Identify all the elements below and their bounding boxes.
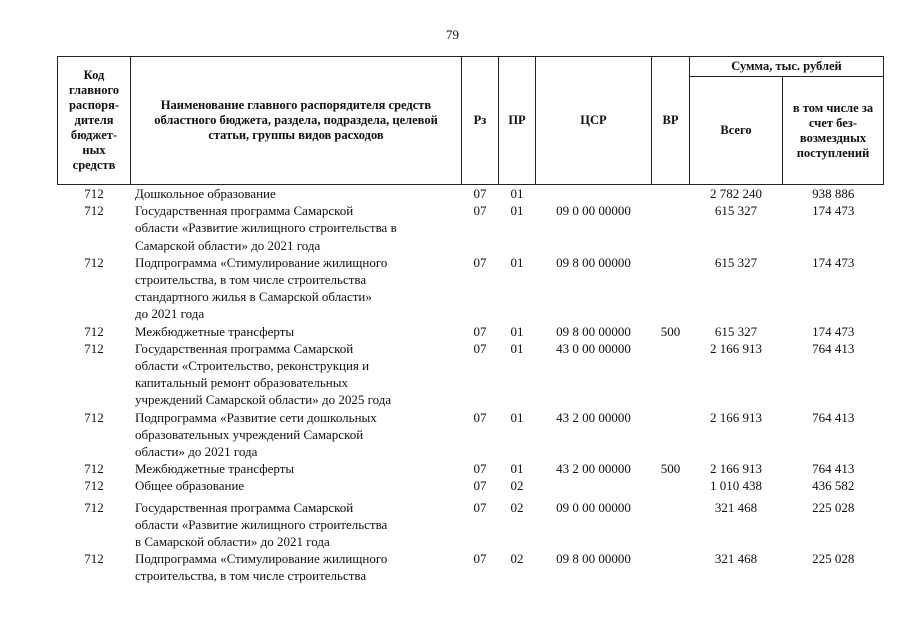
- cell-vr: 500: [660, 323, 681, 339]
- table-row: [58, 550, 884, 584]
- cell-name: Государственная программа Самарской области «Развитие жилищного строительства в Самарской области» до 2021 года: [135, 499, 388, 550]
- cell-rz: 07: [473, 478, 487, 494]
- cell-total: 2 166 913: [710, 340, 762, 356]
- cell-name: Дошкольное образование: [135, 186, 276, 201]
- cell-csr: 43 2 00 00000: [556, 461, 631, 477]
- cell-csr: 09 0 00 00000: [556, 203, 631, 219]
- cell-csr: 43 0 00 00000: [556, 340, 631, 356]
- cell-pr: 02: [510, 551, 524, 567]
- table-row: [58, 409, 884, 461]
- table-row: [58, 185, 884, 203]
- cell-total: 615 327: [714, 323, 758, 339]
- table-row: [58, 340, 884, 409]
- cell-rz: 07: [473, 551, 487, 567]
- cell-name: Межбюджетные трансферты: [135, 461, 295, 477]
- cell-code: 712: [84, 323, 104, 339]
- cell-pr: 01: [510, 461, 524, 477]
- cell-csr: 09 0 00 00000: [556, 499, 631, 515]
- cell-pr: 02: [510, 499, 524, 515]
- cell-vr: [652, 202, 690, 254]
- header-pr: ПР: [499, 57, 536, 185]
- cell-total: 2 166 913: [710, 461, 762, 477]
- cell-code: 712: [84, 461, 104, 477]
- cell-vr: [652, 340, 690, 409]
- budget-table: [57, 56, 884, 585]
- cell-incl: 174 473: [812, 323, 855, 339]
- cell-csr: 09 8 00 00000: [556, 254, 631, 270]
- cell-csr: 09 8 00 00000: [556, 323, 631, 339]
- table-row: [58, 497, 884, 551]
- table-row: [58, 477, 884, 496]
- cell-name: Государственная программа Самарской области «Развитие жилищного строительства в Самарской области» до 2021 года: [135, 203, 397, 253]
- cell-code: 712: [84, 203, 104, 219]
- cell-code: 712: [84, 551, 104, 567]
- cell-incl: 938 886: [812, 186, 855, 201]
- cell-vr: [652, 254, 690, 323]
- header-total: Всего: [690, 77, 783, 185]
- cell-rz: 07: [473, 323, 487, 339]
- cell-code: 712: [84, 254, 104, 270]
- cell-vr: [652, 497, 690, 551]
- page-number: 79: [446, 27, 459, 42]
- cell-total: 321 468: [714, 499, 758, 515]
- cell-csr: [536, 185, 652, 203]
- cell-incl: 174 473: [812, 254, 855, 270]
- cell-incl: 225 028: [812, 499, 855, 515]
- cell-total: 2 166 913: [710, 409, 762, 425]
- cell-vr: [652, 409, 690, 461]
- cell-code: 712: [84, 478, 104, 494]
- cell-csr: 43 2 00 00000: [556, 409, 631, 425]
- cell-pr: 01: [510, 323, 524, 339]
- cell-pr: 01: [510, 340, 524, 356]
- table-row: [58, 254, 884, 323]
- cell-total: 2 782 240: [710, 186, 762, 201]
- cell-vr: [652, 477, 690, 496]
- cell-rz: 07: [473, 461, 487, 477]
- cell-code: 712: [84, 409, 104, 425]
- cell-incl: 764 413: [812, 461, 855, 477]
- cell-code: 712: [84, 499, 104, 515]
- table-row: [58, 202, 884, 254]
- cell-pr: 01: [510, 186, 524, 201]
- cell-name: Общее образование: [135, 478, 245, 494]
- cell-pr: 01: [510, 254, 524, 270]
- cell-csr: 09 8 00 00000: [556, 551, 631, 567]
- cell-vr: [652, 550, 690, 584]
- cell-csr: [536, 477, 652, 496]
- cell-rz: 07: [473, 254, 487, 270]
- cell-name: Государственная программа Самарской области «Строительство, реконструкция и капитальный ремонт образовательных учреждений Самарской области» до 2025 года: [135, 340, 392, 408]
- cell-rz: 07: [473, 409, 487, 425]
- header-csr: ЦСР: [536, 57, 652, 185]
- cell-name: Подпрограмма «Развитие сети дошкольных образовательных учреждений Самарской области» до 2021 года: [135, 409, 377, 460]
- cell-total: 1 010 438: [710, 478, 762, 494]
- cell-total: 615 327: [714, 203, 758, 219]
- cell-incl: 436 582: [812, 478, 855, 494]
- cell-total: 321 468: [714, 551, 758, 567]
- table-row: [58, 460, 884, 477]
- cell-pr: 02: [510, 478, 524, 494]
- header-vr: ВР: [652, 57, 690, 185]
- cell-rz: 07: [473, 186, 487, 201]
- cell-vr: 500: [660, 461, 681, 477]
- cell-rz: 07: [473, 203, 487, 219]
- cell-incl: 174 473: [812, 203, 855, 219]
- cell-name: Подпрограмма «Стимулирование жилищного строительства, в том числе строительства: [135, 551, 388, 584]
- cell-name: Межбюджетные трансферты: [135, 323, 295, 339]
- header-sum: Сумма, тыс. рублей: [690, 57, 884, 77]
- cell-rz: 07: [473, 499, 487, 515]
- cell-vr: [652, 185, 690, 203]
- table-row: [58, 323, 884, 340]
- cell-pr: 01: [510, 203, 524, 219]
- header-name: Наименование главного распорядителя средств областного бюджета, раздела, подраздела, целевой статьи, группы видов расходов: [131, 57, 462, 185]
- cell-name: Подпрограмма «Стимулирование жилищного строительства, в том числе строительства стандартного жилья в Самарской области» до 2021 года: [135, 254, 388, 322]
- cell-incl: 764 413: [812, 409, 855, 425]
- cell-incl: 764 413: [812, 340, 855, 356]
- cell-total: 615 327: [714, 254, 758, 270]
- cell-incl: 225 028: [812, 551, 855, 567]
- cell-rz: 07: [473, 340, 487, 356]
- cell-code: 712: [84, 186, 104, 201]
- header-code: Код главного распоря- дителя бюджет- ных средств: [58, 57, 131, 185]
- cell-pr: 01: [510, 409, 524, 425]
- cell-code: 712: [84, 340, 104, 356]
- table-body: [58, 185, 884, 585]
- header-incl: в том числе за счет без- возмездных поступлений: [783, 77, 884, 185]
- header-rz: Рз: [462, 57, 499, 185]
- table-header: [58, 57, 884, 185]
